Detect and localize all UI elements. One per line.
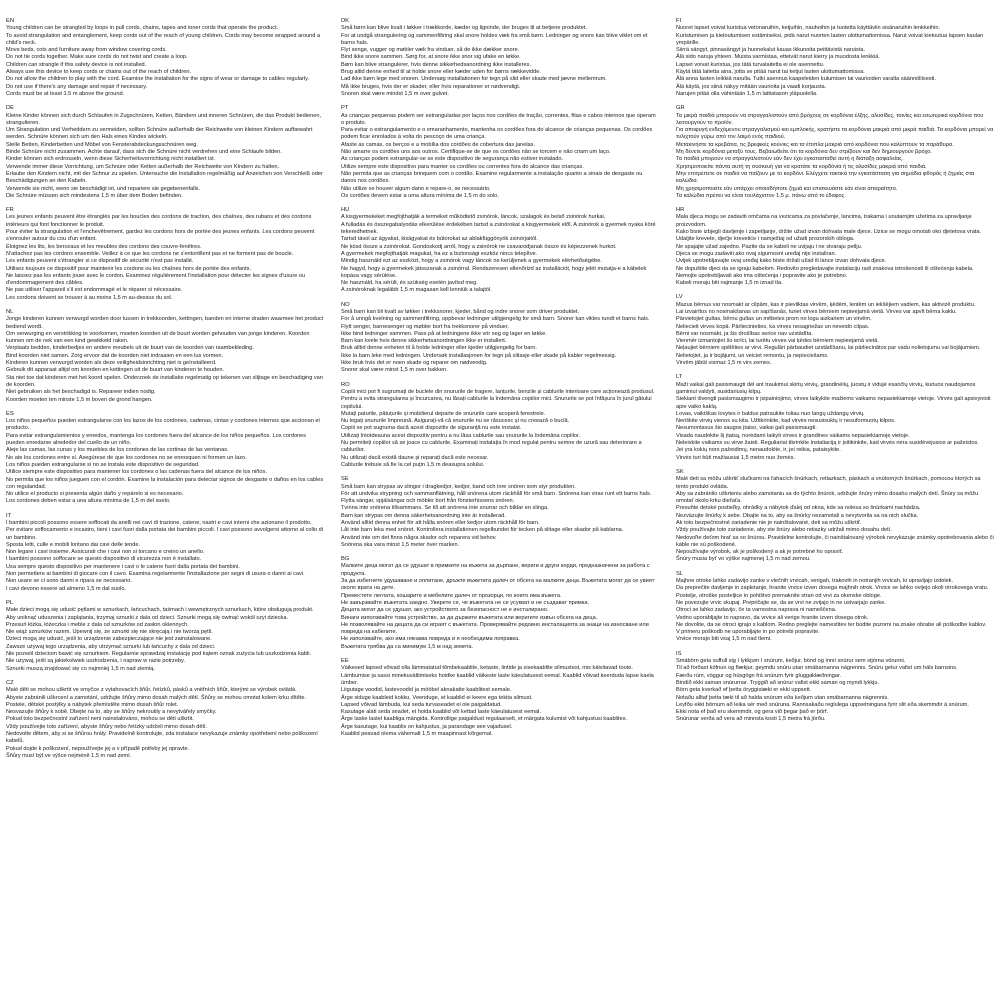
language-code: FR bbox=[6, 207, 14, 214]
section-dk bbox=[341, 18, 659, 98]
language-code: EN bbox=[6, 18, 15, 24]
column-1 bbox=[6, 18, 324, 993]
language-code: DK bbox=[341, 18, 350, 24]
section-fr bbox=[6, 207, 324, 302]
warning-text: Mala djeca mogu se zadaviti omčama na vezicama za povlačenje, lancima, trakama i unutarnjim užetima za upravljanje proizvodom. Kako biste izbjegli davljenje i zapetljanje, držite užad izvan dohvata male djece. Uzice se mogu omotati oko djetetova vrata. Udaljite krevete, dječje krevetiće i namještaj od užadi prozorskih obloga. Ne spajajte užad zajedno. Pazite da se kabeli ne uvijaju i ne stvaraju petlju. Djeca se mogu zadaviti ako ovaj sigurnosni uređaj nije instaliran. Uvijek upotrebljavajte ovaj uređaj kako biste držali užad ili lance izvan dohvata djece. Ne dopuštite djeci da se igraju kabelom. Redovito pregledavajte instalaciju radi znakova istrošenosti ili oštećenja kabela. Nemojte upotrebljavati ako ima oštećenja i popravite ako je potrebno. Kabeli moraju biti najmanje 1,5 m iznad tla. bbox=[676, 214, 982, 287]
warning-text: Små barn kan bli kvalt av løkker i trekksnorer, kjeder, bånd og indre snorer som driver produktet. For å unngå kvelning og sammenfiltring, oppbevar ledninger utilgjengelig for små barn. Snorer kan vikles rundt et barns hals. Flytt senger, barnesenger og møbler bort fra trekksnorer på vinduer. Ikke bind ledninger sammen. Pass på at ledningene ikke vrir seg og lager en løkke. Barn kan kvele hvis denne sikkerhetsanordningen ikke er installert. Bruk alltid denne enheten til å holde ledninger eller kjeder utilgjengelig for barn. Ikke la barn leke med ledningen. Undersøk installasjonen for tegn på slitasje eller skade på kabler regelmessig. Ikke bruk hvis det er noen skade og reparer om nødvendig. Snorer skal være minst 1,5 m over bakken. bbox=[341, 308, 650, 374]
warning-text: A kisgyermekeket megfojthatják a terméket működtető zsinórok, láncok, szalagok és belső zsinórok hurkai. A fulladás és összegabalyodás elkerülése érdekében tartsd a zsinórokat a kisgyermekek elől. A zsinórok a gyermek nyaka köré tekeredhetnek. Tartsd távol az ágyakat, kiságyakat és bútorokat az ablakfüggönyök zsinórjaitól. Ne kösd össze a zsinórokat. Gondoskodj arról, hogy a zsinórok ne csavarodjanak össze és képezzenek hurkot. A gyermekek megfojthatják magukat, ha ez a biztonsági eszköz nincs telepítve. Mindig használd ezt az eszközt, hogy a zsinórok vagy láncok ne kerüljenek a gyermekek elérhetőségébe. Ne hagyd, hogy a gyermekek játsszanak a zsinórral. Rendszeresen ellenőrizd az installációt, hogy jelét mutatja-e a kábelek kopása vagy sérülése. Ne használd, ha sérült, és szükség esetén javítsd meg. A zsinóroknak legalább 1,5 m magasan kell lenniük a talajtól. bbox=[341, 214, 656, 294]
section-lv bbox=[676, 294, 994, 367]
language-code: NL bbox=[6, 308, 14, 315]
section-se bbox=[341, 476, 659, 549]
language-code: PL bbox=[6, 599, 14, 606]
section-is bbox=[676, 651, 994, 724]
language-code: RO bbox=[341, 381, 350, 388]
warning-text: Maži vaikai gali pasismaugti dėl ant traukimui skirtų virvių, grandinėlių, juostų ir vidujė esančių virvių, kuriuos naudojamos gaminiui valdyti, susidariusių kilpų. Siekiant išvengti pasismaugimo ir įsipainiojimo, virves laikykite mažiems vaikams nepasiekiamoje vietoje. Virvės gali apsivynioti apie vaiko kaklą. Lovas, vaikiškas lovytes ir baldus patraukite toliau nuo langų uždangų virvių. Neriškite virvių vienos su kita. Užtikrinkite, kad virvės nesusisuktų ir nesuformuotų kilpos. Nesumontavus šio saugos įtaiso, vaikai gali pasismaugti. Visada naudokite šį įtaisą, norėdami laikyti virves ir grandines vaikams nepasiekiamoje vietoje. Neleiskite vaikams su virve žaisti. Reguliariai tikrinkite instaliaciją ir įsitikinkite, kad virvės nėra susidėvėjusios ar pažeistos. Jei yra kokių nors pažeidimų, nenaudokite, ir, jei reikia, pataisykite. Virvės turi būti mažiausiai 1,5 metro nuo žemės. bbox=[676, 381, 991, 461]
column-3 bbox=[676, 18, 994, 993]
language-code: DE bbox=[6, 105, 15, 112]
warning-text: Малките деца могат да се удушат в примките на въжета за дърпане, вериги и други корди, предназначени за работа с продукта. За да избегнете удушаване и оплитане, дръжте въжетата далеч от обсега на малките деца. Въжетата могат да се увият около врата на дете. Преместете леглата, кошарите и мебелите далеч от прозорци, по които има въжета. Не завързвайте въжетата заедно. Уверете се, че въжетата не се усукват и не създават примка. Децата могат да се удушат, ако устройството за безопасност не е инсталирано. Винаги използвайте това устройство, за да държите въжетата или веригите извън обсега на деца. Не позволявайте на децата да си играят с въжетата. Проверявайте редовно инсталацията за знаци на износване или повреда на кабелите. Не използвайте, ако има някаква повреда и я необходима поправка. Въжетата трябва да са минимум 1,5 м над земята. bbox=[341, 563, 655, 650]
section-hu bbox=[341, 207, 659, 295]
section-hr bbox=[676, 207, 994, 287]
warning-text: Copiii mici pot fi sugrumați de buclele din snururile de tragere, lanțurile, benzile și cablurile interioare care acționează produsul. Pentru a evita strangularea și încurcarea, nu lăsați cablurile la îndemâna copiilor mici. Snururile se pot înfășura în jurul gâtului copilului. Mutați paturile, pătuțurile și mobilierul departe de snururile care acoperă ferestrele. Nu legați snururile împreună. Asigurați-vă că snururile nu se răsucesc și nu creează o buclă. Copiii se pot sugruma dacă acest dispozitiv de siguranță nu este instalat. Utilizați întotdeauna acest dispozitiv pentru a nu lăsa cablurile sau snururile la îndemâna copiilor. Nu permiteți copiilor să se joace cu cablurile. Examinați instalația în mod regulat pentru semne de uzură sau deteriorare a cablurilor. Nu utilizați dacă există daune și reparați dacă este necesar. Cablurile trebuie să fie la cel puțin 1,5 m deasupra solului. bbox=[341, 388, 655, 468]
warning-text: Smábörn geta suffull sig í lykkjum í snúrum, keðjur, bönd og innri snúrur sem stjórna vörunni. Til að forðast köfnun og flækjur, geymdu snúru utan smábarnanna nágrennis. Snúru getur vafist um háls barnsins. Færðu rúm, vöggur og húsgögn frá snúrum fyrir gluggaklæðningar. Bindið ekki saman snúrurnar. Tryggið að snúrur vafist ekki saman og myndi lykkju. Börn geta kverkað ef þetta öryggistæki er ekki uppsett. Notaðu alltaf þetta tæki til að halda snúrum eða keðjum utan smábarnanna nágrennis. Leyfðu ekki börnum að leika sér með snúruna. Rannsakaðu reglulega uppsetninguna fyrir slit eða skemmdir á snúrum. Ekki nota ef það eru skemmdir, og gera við þegar það er þörf. Snúrunar verða að vera að minnsta kosti 1,5 metra frá jörðu. bbox=[676, 658, 969, 723]
section-sl bbox=[676, 571, 994, 644]
section-bg bbox=[341, 556, 659, 651]
language-code: HU bbox=[341, 207, 350, 214]
section-gr bbox=[676, 105, 994, 200]
language-code: LT bbox=[676, 374, 683, 381]
language-code: SE bbox=[341, 476, 349, 483]
section-ee bbox=[341, 658, 659, 738]
language-code: GR bbox=[676, 105, 685, 112]
section-de bbox=[6, 105, 324, 200]
warning-text: Les jeunes enfants peuvent être étranglés par les boucles des cordons de traction, des chaînes, des rubans et des cordons intérieurs qui font fonctionner le produit. Pour éviter la strangulation et l'enchevêtrement, gardez les cordons hors de portée des jeunes enfants. Les cordons peuvent s'enrouler autour du cou d'un enfant. Éloignez les lits, les berceaux et les meubles des cordons des couvre-fenêtres. N'attachez pas les cordons ensemble. Veillez à ce que les cordons ne s'entortillent pas et ne forment pas de boucle. Les enfants peuvent s'étrangler si ce dispositif de sécurité n'est pas installé. Utilisez toujours ce dispositif pour maintenir les cordons ou les chaînes hors de portée des enfants. Ne laissez pas les enfants jouer avec le cordon. Examinez régulièrement l'installation pour détecter les signes d'usure ou d'endommagement des câbles. Ne pas utiliser l'appareil s'il est endommagé et le réparer si nécessaire. Les cordons doivent se trouver à au moins 1,5 m au-dessus du sol. bbox=[6, 214, 315, 301]
warning-text: Väikesed lapsed võivad olla lämmatatud tõmbekaablite, ketaste, lintide ja sisekaablite silmustest, mis käivitavad toote. Lämbumise ja sassi minekuvältimiseks hoidke kaablid väikeste laste käeulatusest eemal. Kaablid võivad keerduda lapse kaela ümber. Liigutage voodid, lastevoodid ja mööbel aknakatte kaablitest eemale. Ärge siduge kaableid kokku. Veenduge, et kaablid ei keere ega tekita silmust. Lapsed võivad lämbuda, kui seda turvaseadet ei ole paigaldatud. Kasutage alati seda seadet, et hoida kaablid või kettad laste käeulatusest eemal. Ärge laske lastel kaabliga mängida. Kontrollige paigaldust regulaarselt, et märgata kulumist või kahjustusi kaablites. Ärge kasutage, kui kaablis on kahjustus, ja parandage see vajadusel. Kaablid peavad olema vähemalt 1,5 m maapinnast kõrgemal. bbox=[341, 665, 654, 738]
section-no bbox=[341, 302, 659, 375]
language-code: NO bbox=[341, 301, 350, 308]
warning-text: I bambini piccoli possono essere soffocati da anelli nei cavi di trazione, catene, nastri e cavi interni che azionano il prodotto. Per evitare soffocamento e incastro, tieni i cavi fuori dalla portata dei bambini piccoli. I cavi possono avvolgersi attorno al collo di un bambino. Sposta letti, culle e mobili lontano dai cavi delle tende. Non legare i cavi insieme. Assicurati che i cavi non si torcano e creino un anello. I bambini possono soffocare se questo dispositivo di sicurezza non è installato. Usa sempre questo dispositivo per mantenere i cavi o le catene fuori dalla portata dei bambini. Non permettere ai bambini di giocare con il cavo. Esamina regolarmente l'installazione per segni di usura o danni ai cavi. Non usare se ci sono danni e ripara se necessario. I cavi devono essere ad almeno 1,5 m dal suolo. bbox=[6, 520, 324, 592]
section-sk bbox=[676, 469, 994, 564]
warning-text: Young children can be strangled by loops in pull cords, chains, tapes and inner cords that operate the product. To avoid strangulation and entanglement, keep cords out of the reach of young children. Cords may become wrapped around a child's neck. Move beds, cots and furniture away from window covering cords. Do not tie cords together. Make sure cords do not twist and create a loop. Children can strangle if this safety device is not installed. Always use this device to keep cords or chains out of the reach of children. Do not allow the children to play with the cord. Examine the installation for the signs of wear or damage to cables regularly. Do not use if there's any damage and repair if necessary. Cords must be at least 1.5 m above the ground. bbox=[6, 25, 321, 97]
column-2 bbox=[341, 18, 659, 993]
warning-text: Nuoret lapset voivat kuristua vetonaruihin, ketjuihin, nauhoihin ja tuotetta käyttäviin sisänaruihin lenkkeihin. Kuristumisen ja kietoutumisen estämiseksi, pidä narut nuorten lasten ulottumattomissa. Narut voivat kietoutua lapsen kaulan ympärille. Siirrä sängyt, pinnasängyt ja huonekalut kauas ikkunoita peittävistä naruista. Älä sido naruja yhteen. Muista varmistaa, etteivät narut kierry ja muodosta lenkkiä. Lapset voivat kuristua, jos tätä turvalaitetta ei ole asennettu. Käytä tätä laitetta aina, jotta se pitää narut tai ketjut lasten ulottumattomissa. Älä anna lasten leikkiä narulla. Tutki asennus kaapeleiden kulumisen tai vaurioiden varalta säännöllisesti. Älä käytä, jos siinä näkyy mitään vaurioita ja vaadi korjausta. Narujen pitää olla vähintään 1,5 m lattiatason yläpuolella. bbox=[676, 25, 984, 97]
language-code: LV bbox=[676, 294, 683, 301]
warning-text: Små barn kan strypas av slingor i dragkedjor, kedjor, band och inre snören som styr produkten. För att undvika strypning och sammanflätning, håll snörena utom räckhåll för små barn. Snörena kan viras runt ett barns hals. Flytta sängar, spjälsängar och möbler bort från fönsterhissens snören. Tvinna inte snörena tillsammans. Se till att snörena inte snurrar och bildar en slinga. Barn kan strypas om denna säkerhetsanordning inte är installerad. Använd alltid denna enhet för att hålla snören eller kedjor utom räckhåll för barn. Låt inte barn leka med snöret. Kontrollera installationen regelbundet för tecken på slitage eller skador på kablarna. Använd inte om det finns några skador och reparera vid behov. Snörena ska vara minst 1,5 meter över marken. bbox=[341, 483, 652, 548]
warning-text: Jonge kinderen kunnen verwurgd worden door lussen in trekkoorden, kettingen, banden en interne draden waarmee het product bediend wordt. Om verwurging en verstrikking te voorkomen, moeten koorden uit de buurt worden gehouden van jonge kinderen. Koorden kunnen om de nek van een kind gewikkeld raken. Verplaats bedden, kinderbedjes en andere meubels uit de buurt van de koorden van raambekleding. Bind koorden niet samen. Zorg ervoor dat de koorden niet indraaien en een lus vormen. Kinderen kunnen verwurgd worden als deze veiligheidsinrichting niet is geïnstalleerd. Gebruik dit apparaat altijd om koorden en kettingen uit de buurt van kinderen te houden. Sta niet toe dat kinderen met het koord spelen. Onderzoek de installatie regelmatig op tekenen van slijtage en beschadiging van de koorden. Niet gebruiken als het beschadigd is. Repareer indien nodig. Koorden moeten ten minste 1,5 m boven de grond hangen. bbox=[6, 316, 324, 403]
warning-text: As crianças pequenas podem ser estranguladas por laços nos cordões de tração, correntes, fitas e cabos internos que operam o produto. Para evitar o estrangulamento e o emaranhamento, mantenha os cordões fora do alcance de crianças pequenas. Os cordões podem ficar enrolados à volta do pescoço de uma criança. Afaste as camas, os berços e a mobília dos cordões de cobertura das janelas. Não amarre os cordões uns aos outros. Certifique-se de que os cordões não se torcem e não criam um laço. As crianças podem estrangular-se se este dispositivo de segurança não estiver instalado. Utilize sempre este dispositivo para manter os cordões ou correntes fora do alcance das crianças. Não permita que as crianças brinquem com o cordão. Examine regularmente a instalação quanto a sinais de desgaste ou danos nos cordões. Não utilize se houver algum dano e repare-o, se necessário. Os cordões devem estar a uma altura mínima de 1,5 m do solo. bbox=[341, 112, 656, 199]
warning-text: Malé deti sa môžu uškrtiť slučkami na ťahacích šnúrkach, retiazkach, páskach a vnútorných šnúrkach, pomocou ktorých sa tento produkt ovláda. Aby sa zabránilo uškrteniu alebo zamotaniu sa do týchto šnúrok, udržujte šnúry mimo dosahu malých detí. Šnúry sa môžu omotať okolo krku dieťaťa. Presuňte detské postieľky, ohrádky a nábytok ďalej od okna, kde sa nolesa so šnúrkami nachádza. Nezväzujte šnúrky k sebe. Dbajte na to, aby sa šnúrky nezamotali a nevytvorila sa na nich slučka. Ak toto bezpečnostné zariadenie nie je nainštalované, deti sa môžu uškrtiť. Vždy používajte toto zariadenie, aby ste šnúry alebo retiazky udržali mimo dosahu detí. Nedovoľte deťom hrať sa so šnúrou. Pravidelne kontrolujte, či nainštalovaný výrobok nevykazuje známky opotrebovania alebo či káble nie sú poškodené. Nepoužívajte výrobok, ak je poškodený a ak je potrebné ho opraviť. Šnúry musia byť vo výške najmenej 1,5 m nad zemou. bbox=[676, 476, 994, 563]
language-code: BG bbox=[341, 556, 350, 563]
language-code: CZ bbox=[6, 679, 14, 686]
warning-text: Małe dzieci mogą się udusić pętlami w sznurkach, łańcuchach, taśmach i wewnętrznych sznurkach, które obsługują produkt. Aby uniknąć uduszenia i zaplątania, trzymaj sznurki z dala od dzieci. Sznurki mogą się owinąć wokół szyi dziecka. Przesuń łóżka, łóżeczka i meble z dala od sznurków od zasłon okiennych. Nie wiąż sznurków razem. Upewnij się, że sznurki się nie skręcają i nie tworzą pętli. Dzieci mogą się udusić, jeśli to urządzenie zabezpieczające nie jest zainstalowane. Zawsze używaj tego urządzenia, aby utrzymać sznurki lub łańcuchy z dala od dzieci. Nie pozwól dzieciom bawić się sznurkiem. Regularnie sprawdzaj instalację pod kątem oznak zużycia lub uszkodzenia kabli. Nie używaj, jeśli są jakiekolwiek uszkodzenia, i napraw w razie potrzeby. Sznurki muszą znajdować się co najmniej 1,5 m nad ziemią. bbox=[6, 607, 314, 672]
warning-text: Kleine Kinder können sich durch Schlaufen in Zugschnüren, Ketten, Bändern und inneren Schnüren, die das Produkt bedienen, strangulieren. Um Strangulation und Verheddern zu vermeiden, sollten Schnüre außerhalb der Reichweite von kleinen Kindern aufbewahrt werden. Schnüre können sich um den Hals eines Kindes wickeln. Stelle Betten, Kinderbetten und Möbel von Fensterabdeckungsschnüren weg. Binde Schnüre nicht zusammen. Achte darauf, dass sich die Schnüre nicht verdrehen und eine Schlaufe bilden. Kinder können sich erdrosseln, wenn diese Sicherheitsvorrichtung nicht installiert ist. Verwende immer diese Vorrichtung, um Schnüre oder Ketten außerhalb der Reichweite von Kindern zu halten. Erlaube den Kindern nicht, mit der Schnur zu spielen. Untersuche die Installation regelmäßig auf Anzeichen von Verschleiß oder Beschädigungen an den Kabeln. Verwende sie nicht, wenn sie beschädigt ist, und repariere sie gegebenenfalls. Die Schnüre müssen sich mindestens 1,5 m über dem Boden befinden. bbox=[6, 112, 323, 199]
section-fi bbox=[676, 18, 994, 98]
section-es bbox=[6, 411, 324, 506]
language-code: FI bbox=[676, 18, 682, 24]
language-code: ES bbox=[6, 410, 14, 417]
language-code: IS bbox=[676, 650, 682, 657]
language-code: PT bbox=[341, 105, 349, 112]
language-code: HR bbox=[676, 207, 685, 214]
warning-text: Malé děti se mohou uškrtit ve smyčce z vytahovacích šňůr, řetízků, pásků a vnitřních šňůr, kterými se výrobek ovládá. Abyste zabránili uškrcení a zamotání, udržujte šňůry mimo dosah malých dětí. Šňůry se mohou omotat kolem krku dítěte. Postele, dětské postýlky a nábytek přemístěte mimo dosah šňůr rolet. Nesvazujte šňůry k sobě. Dbejte na to, aby se šňůry nekroutily a nevytvářely smyčky. Pokud toto bezpečnostní zařízení není nainstalováno, mohou se děti uškrtit. Vždy používejte toto zařízení, abyste šňůry nebo řetízky udrželi mimo dosah dětí. Nedovolte dětem, aby si se šňůrou hrály. Pravidelně kontrolujte, zda instalace nevykazuje známky opotřebení nebo poškození kabelů. Pokud dojde k poškození, nepoužívejte jej a v případě potřeby jej opravte. Šňůry musí být ve výšce nejméně 1,5 m nad zemí. bbox=[6, 687, 318, 759]
language-code: SL bbox=[676, 570, 684, 577]
section-ro bbox=[341, 382, 659, 470]
warning-text: Τα μικρά παιδιά μπορούν να στραγγαλιστούν από βρόχους σε κορδόνια έλξης, αλυσίδες, ταινίες και εσωτερικά κορδόνια που λειτουργούν το προϊόν. Για αποφυγή ενδεχόμενου στραγγαλισμού και εμπλοκής, κρατήστε τα κορδόνια μακριά από μικρά παιδιά. Τα κορδόνια μπορεί να τυλιχτούν γύρω από τον λαιμό ενός παιδιού. Μετακινήστε τα κρεβάτια, τις βρεφικές κούνιες και τα έπιπλα μακριά από κορδόνια που καλύπτουν τα παράθυρα. Μη δένετε κορδόνια μεταξύ τους. Βεβαιωθείτε ότι τα κορδόνια δεν στρίβουν και δεν δημιουργούν βρόχο. Τα παιδιά μπορούν να στραγγαλιστούν εάν δεν έχει εγκατασταθεί αυτή η διάταξη ασφαλείας. Χρησιμοποιείτε πάντα αυτή τη συσκευή για να κρατάτε τα κορδόνια ή τις αλυσίδες μακριά από παιδιά. Μην επιτρέπετε σε παιδιά να παίζουν με το κορδόνι. Ελέγχετε τακτικά την εγκατάσταση για σημάδια φθοράς ή ζημιάς στα καλώδια. Μη χρησιμοποιείτε εάν υπάρχει οποιαδήποτε ζημιά και επισκευάστε εάν είναι απαραίτητο. Τα καλώδια πρέπει να είναι τουλάχιστον 1,5 μ. πάνω από το έδαφος. bbox=[676, 112, 994, 199]
section-pt bbox=[341, 105, 659, 200]
section-cz bbox=[6, 680, 324, 760]
section-lt bbox=[676, 374, 994, 462]
language-code: SK bbox=[676, 468, 684, 475]
section-pl bbox=[6, 600, 324, 673]
language-code: EE bbox=[341, 658, 349, 665]
warning-text: Små børn kan blive kvalt i løkker i trækkorde, kæder og ligninde, der bruges til at betjene produktet. For at undgå strangulering og sammenfiltring skal snore holdes væk fra små børn. Ledninger og snore kan blive viklet om et barns hals. Flyt senge, vugger og møbler væk fra vinduer, så de ikke dækker snore. Bind ikke snore sammen. Sørg for, at snore ikke snor sig ufake en løkke. Børn kan blive strangulerer, hvis denne sikkerhedsanordning ikke installeres. Brug altid denne enhed til at holde snore eller kæder uden for børns rækkevidde. Lad ikke børn lege med snoren. Undersøg installationen for tegn på slid eller skade med jævne mellemrum. Må ikke bruges, hvis der er skader, eller hvis reparationer er nødvendigt. Snoren skal være mindst 1,5 m over gulvet. bbox=[341, 25, 648, 97]
section-en bbox=[6, 18, 324, 98]
language-code: IT bbox=[6, 512, 12, 519]
warning-text: Majhne otroke lahko zadavijo zanke v vlečnih vrvicah, verigah, trakovih in notranjih vrvicah, ki upravljajo izdelek. Da preprečite davljenje in zapletanje, hranite vrvice izven dosega majhnih otrok. Vrvice se lahko ovijejo okoli otrokovega vratu. Postelje, otroške posteljice in pohištvo premaknite stran od vrvi za okenske obloge. Ne povezujte vrvic skupaj. Prepričajte se, da se vrvi ne zvijajo in ne ustvarjajo zanke. Otroci se lahko zadavijo, če ta varnostna naprava ni nameščena. Vedno uporabljajte to napravo, da vrvice ali verige hranite izven dosega otrok. Ne dovolite, da se otroci igrajo s kablom. Redno preglejte namestitev ter bodite pozorni na znake obrabe ali poškodbe kablov. V primeru poškodb ne uporabljajte in po potrebi popravite. Vrvice morajo biti vsaj 1,5 m nad tlemi. bbox=[676, 578, 989, 643]
section-nl bbox=[6, 309, 324, 404]
warning-text: Mazus bērnus var nosmakt ar cilpām, kas ir pievilktas virvēm, ķēdēm, lentēm un iekšējiem vadiem, kas aktivizē produktu. Lai izvairītos no nosmakšanas un sapīšanās, turiet virves bērniem nepieejamā vietā. Virves var apvīt bērna kaklu. Pārvietojiet gultas, bērnu gultas un mēbeles prom no logu aizkariem un virvēm. Neliecieit virves kopā. Pārliecinieties, ka virves nesagriežas un neveido cilpas. Bērni var nosmakt, ja šis drošības serice nav uzstādīta. Vienmēr izmantojiet šo ierīci, lai turētu virves vai ķēdes bērniem nepieejamā vietā. Neļaujiet bērniem spēlēties ar virvi. Regulāri pārbaudiet uzstādīšanu, lai pārliecinātos par vadu nolietojumu vai bojājumiem. Nelietojiet, ja ir bojājumi, un veiciet remontu, ja nepieciešams. Virvēm jābūt vismaz 1,5 m virs zemes. bbox=[676, 301, 981, 367]
warning-text: Los niños pequeños pueden estrangularse con los lazos de los cordones, cadenas, cintas y cordones internos que accionan el producto. Para evitar estrangulamientos y enredos, mantenga los cordones fuera del alcance de los niños pequeños. Los cordones pueden enredarse alrededor del cuello de un niño. Aleje las camas, las cunas y los muebles de los cordones de las cortinas de las ventanas. No ate los cordones entre sí. Asegúrese de que los cordones no se enrosquen ni formen un lazo. Los niños pueden estrangularse si no se instala este dispositivo de seguridad. Utilice siempre este dispositivo para mantener los cordones o las cadenas fuera del alcance de los niños. No permita que los niños jueguen con el cordón. Examine la instalación para detectar signos de desgaste o daños en los cables con regularidad. No utilice el producto si presenta algún daño y repárelo si es necesario. Los cordones deben estar a una altura mínima de 1,5 m del suelo. bbox=[6, 418, 324, 505]
section-it bbox=[6, 513, 324, 593]
